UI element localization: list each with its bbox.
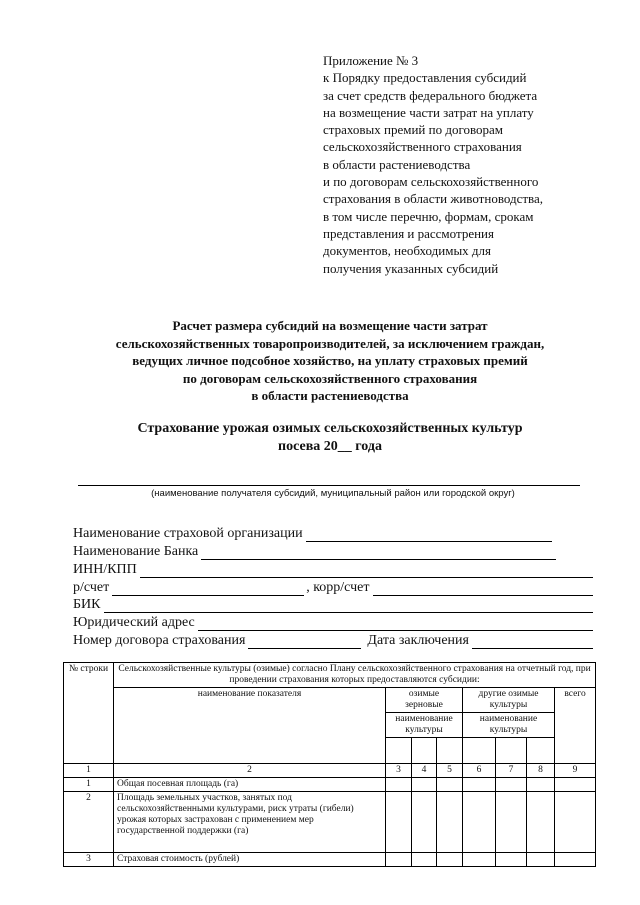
table-row	[64, 853, 596, 867]
value-cell[interactable]	[463, 778, 496, 792]
appendix-line: получения указанных субсидий	[323, 260, 499, 276]
bank-label: Наименование Банка	[73, 543, 199, 559]
value-cell[interactable]	[412, 853, 437, 867]
title-line: в области растениеводства	[251, 388, 409, 403]
corr-account-field[interactable]	[373, 582, 594, 596]
value-cell[interactable]	[555, 853, 596, 867]
table-row	[64, 778, 596, 792]
value-cell[interactable]	[555, 778, 596, 792]
appendix-line: сельскохозяйственного страхования	[323, 139, 522, 155]
account-field[interactable]	[112, 582, 304, 596]
crop-name-cell[interactable]	[463, 738, 496, 764]
value-cell[interactable]	[437, 792, 463, 853]
value-cell[interactable]	[555, 792, 596, 853]
account-label: р/счет	[73, 579, 110, 595]
requisites-block	[73, 524, 593, 649]
winter-grain-header: озимые зерновые	[386, 688, 463, 713]
value-cell[interactable]	[437, 778, 463, 792]
subtitle-line: Страхование урожая озимых сельскохозяйственных культур	[137, 421, 523, 436]
row-label: Страховая стоимость (рублей)	[114, 853, 386, 867]
inn-field[interactable]	[140, 564, 593, 578]
crop-name-cell[interactable]	[386, 738, 412, 764]
appendix-line: к Порядку предоставления субсидий	[323, 70, 527, 86]
insurer-row	[73, 524, 593, 542]
subtitle-line: посева 20__ года	[278, 439, 382, 454]
indicator-header: наименование показателя	[114, 688, 386, 764]
conclusion-date-label: Дата заключения	[367, 633, 469, 649]
appendix-line: страхования в области животноводства,	[323, 191, 544, 207]
address-label: Юридический адрес	[73, 615, 195, 631]
inn-row	[73, 560, 593, 578]
other-winter-header: другие озимые культуры	[463, 688, 555, 713]
bik-field[interactable]	[104, 599, 594, 613]
value-cell[interactable]	[463, 853, 496, 867]
column-number-row	[64, 764, 596, 778]
value-cell[interactable]	[412, 792, 437, 853]
insurer-field[interactable]	[306, 528, 552, 542]
value-cell[interactable]	[412, 778, 437, 792]
row-label: Площадь земельных участков, занятых под сельскохозяйственными культурами, риск утраты (гибели) урожая которых застрахован с применением мер государственной поддержки (га)	[114, 792, 386, 853]
column-number: 9	[555, 764, 596, 778]
column-number: 3	[386, 764, 412, 778]
appendix-line: документов, необходимых для	[323, 243, 492, 259]
document-subtitle	[40, 420, 620, 456]
appendix-line: страховых премий по договорам	[323, 122, 504, 138]
value-cell[interactable]	[496, 853, 527, 867]
appendix-line: в том числе перечню, формам, срокам	[323, 208, 534, 224]
title-line: ведущих личное подсобное хозяйство, на уплату страховых премий	[132, 353, 528, 368]
value-cell[interactable]	[496, 792, 527, 853]
crops-header: Сельскохозяйственные культуры (озимые) согласно Плану сельскохозяйственного страхования на отчетный год, при проведении страхования которых предоставляются субсидии:	[114, 663, 596, 688]
appendix-line: Приложение № 3	[323, 53, 419, 68]
value-cell[interactable]	[386, 778, 412, 792]
appendix-line: на возмещение части затрат на уплату	[323, 104, 534, 120]
other-winter-crop-name: наименование культуры	[463, 713, 555, 738]
contract-row	[73, 631, 593, 649]
value-cell[interactable]	[527, 778, 555, 792]
bik-label: БИК	[73, 597, 101, 613]
crop-name-cell[interactable]	[412, 738, 437, 764]
appendix-note	[323, 52, 613, 277]
row-number-header: № строки	[64, 663, 114, 764]
column-number: 2	[114, 764, 386, 778]
column-number: 8	[527, 764, 555, 778]
corr-account-label: , корр/счет	[306, 579, 370, 595]
inn-label: ИНН/КПП	[73, 561, 137, 577]
appendix-line: за счет средств федерального бюджета	[323, 87, 538, 103]
conclusion-date-field[interactable]	[472, 635, 593, 649]
account-row	[73, 578, 593, 596]
appendix-line: в области растениеводства	[323, 156, 471, 172]
value-cell[interactable]	[463, 792, 496, 853]
row-label: Общая посевная площадь (га)	[114, 778, 386, 792]
row-number: 1	[64, 778, 114, 792]
recipient-line[interactable]	[78, 485, 580, 486]
row-number: 2	[64, 792, 114, 853]
title-line: по договорам сельскохозяйственного страхования	[182, 370, 478, 386]
appendix-line: представления и рассмотрения	[323, 225, 494, 241]
bank-field[interactable]	[201, 546, 556, 560]
title-line: Расчет размера субсидий на возмещение части затрат	[172, 318, 488, 333]
insurer-label: Наименование страховой организации	[73, 525, 303, 541]
appendix-line: и по договорам сельскохозяйственного	[323, 174, 539, 190]
winter-grain-crop-name: наименование культуры	[386, 713, 463, 738]
table-row	[64, 792, 596, 853]
value-cell[interactable]	[496, 778, 527, 792]
value-cell[interactable]	[386, 853, 412, 867]
crop-name-cell[interactable]	[496, 738, 527, 764]
document-title	[40, 317, 620, 405]
value-cell[interactable]	[437, 853, 463, 867]
contract-number-label: Номер договора страхования	[73, 633, 246, 649]
column-number: 1	[64, 764, 114, 778]
address-field[interactable]	[198, 617, 593, 631]
address-row	[73, 613, 593, 631]
crop-name-cell[interactable]	[527, 738, 555, 764]
total-header: всего	[555, 688, 596, 764]
column-number: 4	[412, 764, 437, 778]
value-cell[interactable]	[527, 853, 555, 867]
crop-name-cell[interactable]	[437, 738, 463, 764]
bank-row	[73, 542, 593, 560]
value-cell[interactable]	[386, 792, 412, 853]
column-number: 5	[437, 764, 463, 778]
value-cell[interactable]	[527, 792, 555, 853]
column-number: 6	[463, 764, 496, 778]
row-number: 3	[64, 853, 114, 867]
calculation-table	[63, 662, 596, 867]
column-number: 7	[496, 764, 527, 778]
recipient-caption: (наименование получателя субсидий, муниципальный район или городской округ)	[151, 488, 515, 499]
bik-row	[73, 596, 593, 614]
title-line: сельскохозяйственных товаропроизводителей, за исключением граждан,	[115, 335, 545, 351]
contract-number-field[interactable]	[248, 635, 361, 649]
